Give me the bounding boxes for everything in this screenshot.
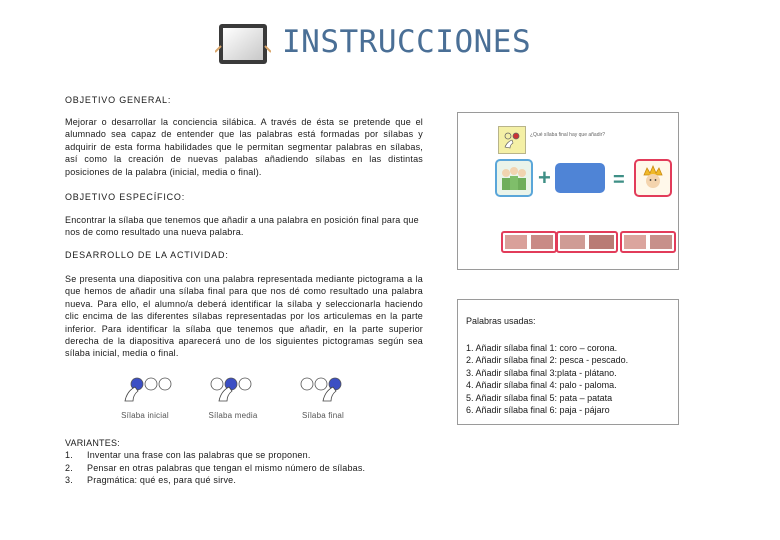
corona-picto-icon bbox=[634, 159, 672, 197]
variantes-heading: VARIANTES: bbox=[65, 438, 120, 448]
list-item: 1. Añadir sílaba final 1: coro – corona. bbox=[466, 342, 618, 353]
list-item: 1. Inventar una frase con las palabras que se proponen. bbox=[65, 450, 311, 461]
mouth-articulema-icon bbox=[650, 235, 672, 249]
list-item: 2. Pensar en otras palabras que tengan el mismo número de sílabas. bbox=[65, 462, 366, 473]
palabras-usadas-box bbox=[457, 299, 679, 425]
list-item: 4. Añadir sílaba final 4: palo - paloma. bbox=[466, 380, 617, 390]
list-item: 3. Pragmática: qué es, para qué sirve. bbox=[65, 475, 237, 486]
silaba-media-label: Sílaba media bbox=[208, 411, 258, 420]
mouth-articulema-icon bbox=[560, 235, 585, 249]
objetivo-especifico-heading: OBJETIVO ESPECÍFICO: bbox=[65, 192, 186, 202]
answer-slot[interactable] bbox=[555, 163, 605, 193]
coro-picto-icon bbox=[495, 159, 533, 197]
slide-question: ¿Qué sílaba final hay que añadir? bbox=[530, 132, 606, 138]
list-item: 2. Añadir sílaba final 2: pesca - pescado. bbox=[466, 355, 629, 365]
hand-tap-middle-circle-icon bbox=[203, 375, 263, 403]
list-item: 6. Añadir sílaba final 6: paja - pájaro bbox=[466, 405, 610, 415]
variantes-section bbox=[65, 437, 365, 487]
objetivo-especifico-text: Encontrar la sílaba que tenemos que añadir a una palabra en posición final para que nos de como resultado una nueva palabra. bbox=[65, 215, 419, 238]
silaba-media-picto bbox=[198, 375, 268, 420]
palabras-heading: Palabras usadas: bbox=[466, 316, 536, 326]
desarrollo-heading: DESARROLLO DE LA ACTIVIDAD: bbox=[65, 250, 229, 260]
silaba-final-picto bbox=[288, 375, 358, 420]
hand-tap-first-circle-icon bbox=[115, 375, 175, 403]
syllable-option-1[interactable] bbox=[501, 231, 557, 253]
mouth-articulema-icon bbox=[589, 235, 614, 249]
desarrollo-text: Se presenta una diapositiva con una palabra representada mediante pictograma a la que hemos de añadir una sílaba final para que nos dé como resultado una palabra nueva. Para ello, el alumno/a deberá identificar la sílaba y seleccionarla haciendo clic encima de las diferentes sílabas representadas por los articulemas en la parte inferior. Para identificar la sílaba que tenemos que añadir, en la parte superior derecha de la diapositiva aparecerá uno de los siguientes pictogramas según sea sílaba inicial, media o final. bbox=[65, 274, 423, 359]
objetivo-general-heading: OBJETIVO GENERAL: bbox=[65, 95, 172, 105]
silaba-inicial-picto bbox=[110, 375, 180, 420]
plus-sign: + bbox=[538, 165, 551, 190]
silaba-inicial-label: Sílaba inicial bbox=[121, 411, 169, 420]
objetivo-general-text: Mejorar o desarrollar la conciencia silábica. A través de ésta se pretende que el alumnado sea capaz de entender que las palabras está formadas por sílabas y adquirir de esta forma habilidades que le permitan segmentar palabras en sílabas, así como la creación de nuevas palabas añadiendo sílabas en las distintas posiciones de la palabra (inicial, media o final). bbox=[65, 117, 423, 177]
syllable-option-3[interactable] bbox=[620, 231, 676, 253]
list-item: 5. Añadir sílaba final 5: pata – patata bbox=[466, 392, 613, 403]
equals-sign: = bbox=[613, 169, 625, 191]
variantes-list bbox=[65, 449, 365, 486]
list-item: 3. Añadir sílaba final 3:plata - plátano. bbox=[466, 367, 617, 378]
slide-preview bbox=[457, 112, 679, 270]
silabas-pictogramas bbox=[110, 375, 380, 425]
mouth-articulema-icon bbox=[531, 235, 553, 249]
tablet-icon bbox=[215, 22, 271, 66]
silaba-final-label: Sílaba final bbox=[302, 411, 344, 420]
hand-tap-last-circle-icon bbox=[293, 375, 353, 403]
page-title: INSTRUCCIONES bbox=[282, 24, 532, 60]
mouth-articulema-icon bbox=[505, 235, 527, 249]
mouth-articulema-icon bbox=[624, 235, 646, 249]
final-syllable-picto-icon bbox=[498, 126, 526, 154]
syllable-option-2[interactable] bbox=[556, 231, 618, 253]
